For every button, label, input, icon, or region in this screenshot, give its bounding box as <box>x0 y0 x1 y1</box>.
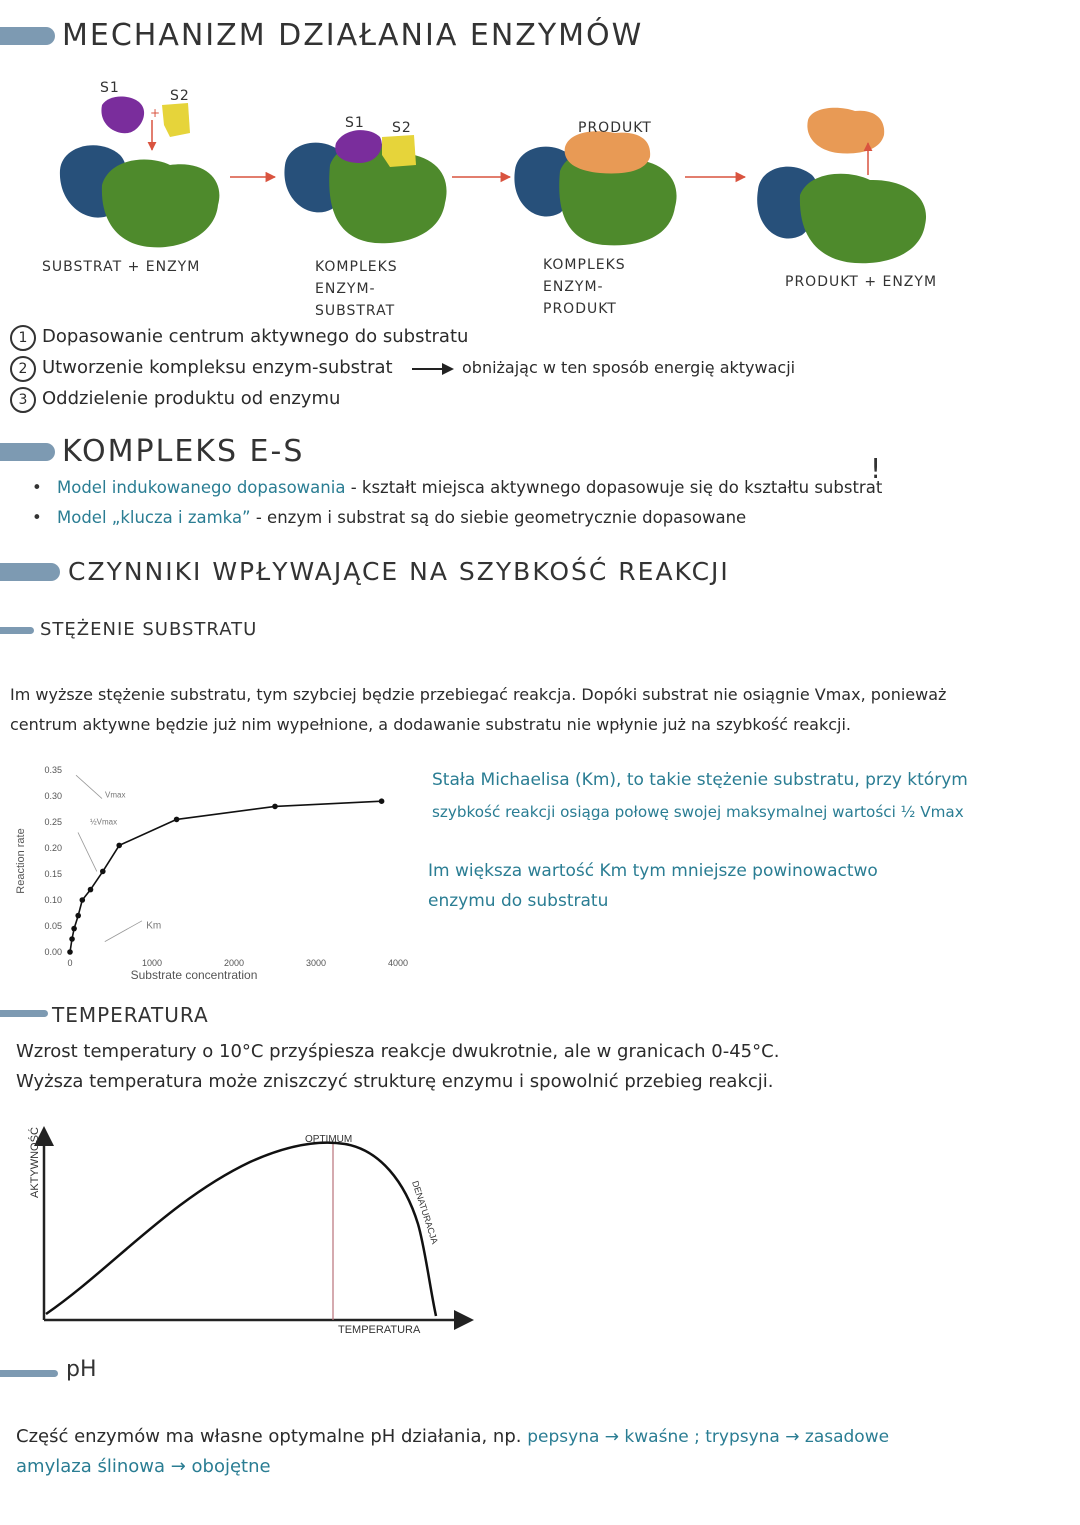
y-axis-label: Reaction rate <box>15 828 27 894</box>
y-tick-label: 0.10 <box>44 895 62 905</box>
model-lock-and-key <box>32 503 746 533</box>
y-axis-label: AKTYWNOŚĆ <box>29 1127 41 1198</box>
x-tick-label: 1000 <box>141 958 163 968</box>
ph-line2: amylaza ślinowa → obojętne <box>16 1456 271 1477</box>
y-tick-label: 0.30 <box>44 791 62 801</box>
x-tick-label: 2000 <box>223 958 245 968</box>
produkt-label: PRODUKT <box>578 120 652 136</box>
optimum-label: OPTIMUM <box>305 1134 353 1145</box>
section-marker <box>0 27 55 45</box>
ph-line1 <box>16 1422 889 1452</box>
km-note-line2: enzymu do substratu <box>428 891 609 911</box>
caption-substrate-enzyme: SUBSTRAT + ENZYM <box>42 259 201 275</box>
caption-es-complex: KOMPLEKS ENZYM-SUBSTRAT <box>315 259 398 319</box>
vmax-annotation: Vmax <box>105 790 126 800</box>
data-point <box>379 798 385 804</box>
michaelis-menten-chart <box>8 758 418 988</box>
stage-product-enzyme <box>757 108 926 263</box>
substrate-paragraph-line2: centrum aktywne będzie już nim wypełnione, a dodawanie substratu nie wpłynie już na szybkość reakcji. <box>10 715 851 734</box>
section-marker <box>0 563 60 581</box>
data-point <box>116 843 122 849</box>
data-point <box>88 887 94 893</box>
subsection-marker <box>0 627 34 634</box>
s1-label-complex: S1 <box>345 115 365 131</box>
data-point <box>100 869 106 875</box>
data-point <box>272 804 278 810</box>
subsection-title-substrate: STĘŻENIE SUBSTRATU <box>40 619 258 640</box>
step-text: Utworzenie kompleksu enzym-substrat <box>42 357 393 378</box>
activity-curve <box>46 1143 436 1316</box>
michaelis-note-line2: szybkość reakcji osiąga połowę swojej maksymalnej wartości ½ Vmax <box>432 803 964 821</box>
half-vmax-pointer <box>78 832 97 871</box>
step-text: Oddzielenie produktu od enzymu <box>42 388 341 409</box>
y-tick-label: 0.00 <box>44 947 62 957</box>
step-number: 1 <box>10 325 36 351</box>
model-name: Model indukowanego dopasowania <box>56 478 346 497</box>
subsection-marker <box>0 1370 58 1377</box>
model-induced-fit <box>32 473 882 503</box>
step-text: Dopasowanie centrum aktywnego do substratu <box>42 326 469 347</box>
section-title-factors: CZYNNIKI WPŁYWAJĄCE NA SZYBKOŚĆ REAKCJI <box>68 557 730 586</box>
x-tick-label: 3000 <box>305 958 327 968</box>
s1-label: S1 <box>100 80 120 96</box>
substrate-s2 <box>162 103 190 137</box>
x-tick-label: 0 <box>67 958 73 968</box>
half-vmax-annotation: ½Vmax <box>90 817 118 827</box>
stage-ep-complex <box>514 131 745 245</box>
x-axis-label: Substrate concentration <box>130 968 258 982</box>
y-tick-label: 0.35 <box>44 765 62 775</box>
stage-es-complex <box>284 130 510 243</box>
step-3 <box>10 384 340 414</box>
y-tick-label: 0.15 <box>44 869 62 879</box>
section-title-mechanism: MECHANIZM DZIAŁANIA ENZYMÓW <box>62 18 644 53</box>
s2-label-complex: S2 <box>392 120 412 136</box>
section-title-es-complex: KOMPLEKS E-S <box>62 434 305 469</box>
section-marker <box>0 443 55 461</box>
ph-examples: pepsyna → kwaśne ; trypsyna → zasadowe <box>527 1427 890 1447</box>
km-note-line1: Im większa wartość Km tym mniejsze powinowactwo <box>428 861 878 881</box>
x-axis-label: TEMPERATURA <box>338 1324 421 1336</box>
arrow-right-icon <box>410 362 455 376</box>
substrate-s1 <box>101 97 144 134</box>
step-1 <box>10 322 468 352</box>
model-name: Model „klucza i zamka” <box>56 508 251 527</box>
km-pointer <box>105 921 142 942</box>
km-annotation: Km <box>146 920 162 932</box>
caption-product-enzyme: PRODUKT + ENZYM <box>785 274 938 290</box>
data-point <box>67 949 73 955</box>
model-desc: - enzym i substrat są do siebie geometrycznie dopasowane <box>255 508 747 527</box>
step-2-note: obniżając w ten sposób energię aktywacji <box>462 358 796 377</box>
step-number: 3 <box>10 387 36 413</box>
temperature-activity-chart <box>20 1120 490 1340</box>
s2-label: S2 <box>170 88 190 104</box>
denaturation-label: DENATURACJA <box>410 1179 440 1246</box>
step-2 <box>10 353 393 383</box>
subsection-title-temperature: TEMPERATURA <box>52 1003 209 1027</box>
michaelis-note-line1: Stała Michaelisa (Km), to takie stężenie substratu, przy którym <box>432 770 968 790</box>
x-tick-label: 4000 <box>387 958 409 968</box>
y-tick-label: 0.20 <box>44 843 62 853</box>
enzyme-green <box>102 160 220 248</box>
ph-line1-prefix: Część enzymów ma własne optymalne pH działania, np. <box>16 1426 522 1447</box>
exclamation-mark: ! <box>870 452 882 485</box>
caption-ep-complex: KOMPLEKS ENZYM-PRODUKT <box>543 257 626 317</box>
substrate-paragraph-line1: Im wyższe stężenie substratu, tym szybciej będzie przebiegać reakcja. Dopóki substrat nie osiągnie Vmax, ponieważ <box>10 685 947 704</box>
stage-substrate-enzyme <box>60 97 275 248</box>
temperature-line1: Wzrost temperatury o 10°C przyśpiesza reakcje dwukrotnie, ale w granicach 0-45°C. <box>16 1041 780 1062</box>
data-point <box>69 936 75 942</box>
data-point <box>174 817 180 823</box>
subsection-title-ph: pH <box>66 1357 97 1382</box>
subsection-marker <box>0 1010 48 1017</box>
y-tick-label: 0.25 <box>44 817 62 827</box>
vmax-pointer <box>76 775 102 798</box>
temperature-line2: Wyższa temperatura może zniszczyć strukturę enzymu i spowolnić przebieg reakcji. <box>16 1071 774 1092</box>
y-tick-label: 0.05 <box>44 921 62 931</box>
data-point <box>71 926 77 932</box>
data-point <box>75 913 81 919</box>
step-number: 2 <box>10 356 36 382</box>
model-desc: - kształt miejsca aktywnego dopasowuje się do kształtu substrat <box>350 478 883 497</box>
svg-text:+: + <box>150 106 161 120</box>
data-point <box>80 897 86 903</box>
